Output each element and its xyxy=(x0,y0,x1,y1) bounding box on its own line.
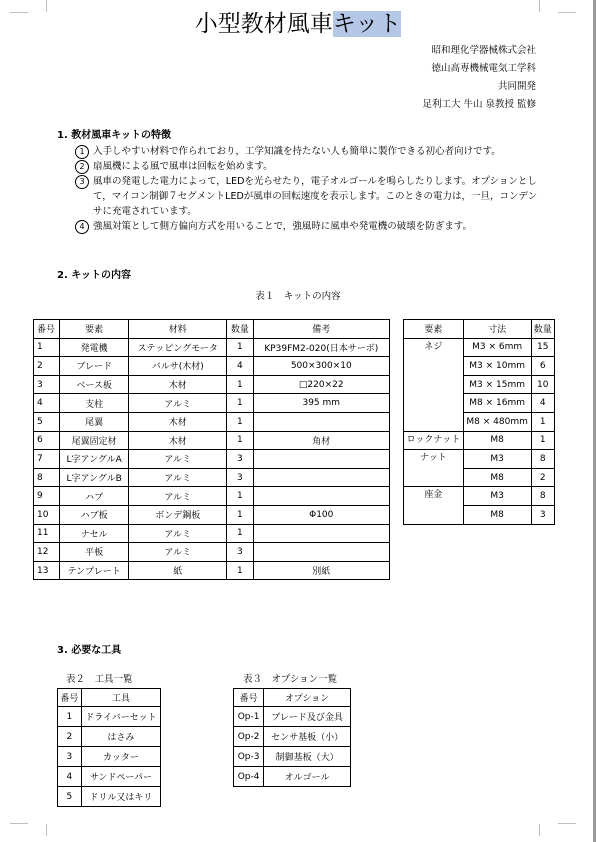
table-cell: Op-3 xyxy=(234,747,264,767)
table-cell: 7 xyxy=(34,450,60,469)
group-name-cell: ナット xyxy=(404,450,464,487)
table-cell: Op-2 xyxy=(234,727,264,747)
table-cell: テンプレート xyxy=(60,561,129,580)
table-cell: 1 xyxy=(227,505,253,524)
table-cell xyxy=(253,412,389,431)
tools-table xyxy=(57,688,161,807)
table-cell xyxy=(253,524,389,543)
size-cell: M8 xyxy=(463,431,531,450)
credit-line: 徳山高専機械電気工学科 xyxy=(431,63,536,74)
quantity-cell: 3 xyxy=(531,505,554,524)
header-cell: 備考 xyxy=(253,320,389,339)
table-row xyxy=(58,747,161,767)
group-name-cell: ネジ xyxy=(404,338,464,431)
table-cell: アルミ xyxy=(129,524,227,543)
title-main: 小型教材風車 xyxy=(194,11,333,37)
table-cell: 1 xyxy=(227,561,253,580)
table-cell: KP39FM2-020(日本サーボ) xyxy=(253,338,389,357)
table-row xyxy=(34,375,390,394)
features-list xyxy=(75,144,545,234)
feature-text: 扇風機による風で風車は回転を始めます。 xyxy=(93,161,273,172)
table-cell: 尾翼固定材 xyxy=(60,431,129,450)
table-cell: ブレード xyxy=(60,357,129,376)
table-row xyxy=(404,431,555,450)
quantity-cell: 10 xyxy=(531,375,554,394)
table-row xyxy=(234,727,351,747)
table-header-row xyxy=(34,320,390,339)
table-cell: ナセル xyxy=(60,524,129,543)
credit-line: 昭和理化学器械株式会社 xyxy=(431,45,536,56)
circled-number: 1 xyxy=(75,145,89,159)
table-cell: 4 xyxy=(227,357,253,376)
table-cell: 3 xyxy=(227,450,253,469)
table-cell: 紙 xyxy=(129,561,227,580)
header-cell: 番号 xyxy=(58,689,82,707)
section-heading-contents: 2. キットの内容 xyxy=(57,270,132,281)
crop-mark-bottom-left-h xyxy=(10,823,28,824)
table-cell: 1 xyxy=(227,412,253,431)
table-cell xyxy=(253,487,389,506)
table-cell: 6 xyxy=(34,431,60,450)
table-header-row xyxy=(404,320,555,339)
header-cell: オプション xyxy=(264,689,351,707)
table-cell xyxy=(253,468,389,487)
hardware-table xyxy=(403,319,555,525)
table-cell: 尾翼 xyxy=(60,412,129,431)
header-cell: 数量 xyxy=(227,320,253,339)
table-cell: 支柱 xyxy=(60,394,129,413)
table-row xyxy=(34,468,390,487)
table-cell: L字アングルB xyxy=(60,468,129,487)
table-row xyxy=(34,412,390,431)
title-highlight[interactable]: キット xyxy=(332,11,402,37)
table-cell: 8 xyxy=(34,468,60,487)
table-cell: 13 xyxy=(34,561,60,580)
page-title[interactable] xyxy=(0,5,596,38)
table-row xyxy=(58,767,161,787)
table-row xyxy=(404,487,555,506)
quantity-cell: 15 xyxy=(531,338,554,357)
table-cell: ドリル又はキリ xyxy=(81,787,160,807)
table-row xyxy=(34,450,390,469)
size-cell: M3 × 6mm xyxy=(463,338,531,357)
table-row xyxy=(34,431,390,450)
table-cell: 11 xyxy=(34,524,60,543)
table-cell: 1 xyxy=(227,338,253,357)
table-cell: 木材 xyxy=(129,431,227,450)
quantity-cell: 4 xyxy=(531,394,554,413)
credit-line: 足利工大 牛山 泉教授 監修 xyxy=(422,99,536,110)
table-cell: ハブ xyxy=(60,487,129,506)
header-cell: 材料 xyxy=(129,320,227,339)
table-row xyxy=(58,707,161,727)
size-cell: M8 xyxy=(463,505,531,524)
table-cell: カッター xyxy=(81,747,160,767)
table2-caption: 表２ 工具一覧 xyxy=(66,674,133,685)
table-cell: 1 xyxy=(58,707,82,727)
credit-line: 共同開発 xyxy=(497,81,536,92)
table-cell: 1 xyxy=(227,524,253,543)
circled-number: 3 xyxy=(75,175,89,189)
table-cell: 木材 xyxy=(129,412,227,431)
table-cell: ブレード及び金具 xyxy=(264,707,351,727)
size-cell: M3 × 10mm xyxy=(463,357,531,376)
table-row xyxy=(34,505,390,524)
table-cell: 2 xyxy=(58,727,82,747)
table-cell: 1 xyxy=(227,487,253,506)
table-cell: □220×22 xyxy=(253,375,389,394)
table-cell: Φ100 xyxy=(253,505,389,524)
header-cell: 数量 xyxy=(531,320,554,339)
table-cell: アルミ xyxy=(129,543,227,562)
quantity-cell: 1 xyxy=(531,412,554,431)
table-cell: 4 xyxy=(58,767,82,787)
table-cell: 3 xyxy=(227,468,253,487)
table-cell: アルミ xyxy=(129,394,227,413)
table-header-row xyxy=(58,689,161,707)
options-table xyxy=(233,688,351,787)
table1-caption: 表１ キットの内容 xyxy=(255,291,341,302)
credits-block xyxy=(422,42,536,114)
table3-caption: 表３ オプション一覧 xyxy=(243,674,338,685)
feature-text: 風車の発電した電力によって，LEDを光らせたり，電子オルゴールを鳴らしたりします。オプションとして，マイコン制御７セグメントLEDが風車の回転速度を表示します。このときの電力は，一旦，コンデンサに充電されています。 xyxy=(93,176,538,217)
circled-number: 2 xyxy=(75,160,89,174)
feature-item xyxy=(75,159,545,174)
size-cell: M3 xyxy=(463,450,531,469)
table-cell: アルミ xyxy=(129,487,227,506)
table-row xyxy=(34,357,390,376)
table-cell: ボンデ鋼板 xyxy=(129,505,227,524)
header-cell: 寸法 xyxy=(463,320,531,339)
table-row xyxy=(404,338,555,357)
header-cell: 番号 xyxy=(234,689,264,707)
table-cell: はさみ xyxy=(81,727,160,747)
group-name-cell: 座金 xyxy=(404,487,464,524)
size-cell: M3 xyxy=(463,487,531,506)
header-cell: 番号 xyxy=(34,320,60,339)
table-cell xyxy=(253,543,389,562)
table-row xyxy=(234,707,351,727)
quantity-cell: 1 xyxy=(531,431,554,450)
table-cell: 10 xyxy=(34,505,60,524)
table-cell: センサ基板（小） xyxy=(264,727,351,747)
table-cell: ステッピングモータ xyxy=(129,338,227,357)
table-header-row xyxy=(234,689,351,707)
table-cell: ドライバーセット xyxy=(81,707,160,727)
table-cell xyxy=(253,450,389,469)
table-cell: 角材 xyxy=(253,431,389,450)
table-cell: 発電機 xyxy=(60,338,129,357)
table-cell: バルサ(木材) xyxy=(129,357,227,376)
table-cell: ハブ板 xyxy=(60,505,129,524)
table-cell: 3 xyxy=(227,543,253,562)
header-cell: 要素 xyxy=(404,320,464,339)
table-cell: 3 xyxy=(58,747,82,767)
quantity-cell: 2 xyxy=(531,468,554,487)
kit-contents-table xyxy=(33,319,390,580)
table-cell: 12 xyxy=(34,543,60,562)
header-cell: 工具 xyxy=(81,689,160,707)
table-row xyxy=(58,727,161,747)
table-cell: 4 xyxy=(34,394,60,413)
table-cell: 制御基板（大） xyxy=(264,747,351,767)
quantity-cell: 8 xyxy=(531,450,554,469)
table-row xyxy=(34,394,390,413)
table-row xyxy=(34,561,390,580)
feature-text: 強風対策として側方偏向方式を用いることで，強風時に風車や発電機の破壊を防ぎます。 xyxy=(93,221,473,232)
table-cell: 1 xyxy=(227,375,253,394)
table-cell: L字アングルA xyxy=(60,450,129,469)
table-cell: 3 xyxy=(34,375,60,394)
section-heading-features: 1. 教材風車キットの特徴 xyxy=(57,130,172,141)
table-cell: 1 xyxy=(227,394,253,413)
table-row xyxy=(404,450,555,469)
size-cell: M8 × 480mm xyxy=(463,412,531,431)
table-cell: サンドペーパー xyxy=(81,767,160,787)
crop-mark-bottom-left xyxy=(28,824,47,836)
table-row xyxy=(34,543,390,562)
table-cell: ベース板 xyxy=(60,375,129,394)
table-row xyxy=(34,487,390,506)
table-cell: 2 xyxy=(34,357,60,376)
table-row xyxy=(34,338,390,357)
table-cell: 1 xyxy=(34,338,60,357)
table-cell: 395 mm xyxy=(253,394,389,413)
table-cell: 9 xyxy=(34,487,60,506)
table-cell: 別紙 xyxy=(253,561,389,580)
feature-item xyxy=(75,174,545,219)
section-heading-tools: 3. 必要な工具 xyxy=(57,645,122,656)
table-cell: Op-1 xyxy=(234,707,264,727)
table-row xyxy=(234,767,351,787)
size-cell: M3 × 15mm xyxy=(463,375,531,394)
feature-item xyxy=(75,144,545,159)
size-cell: M8 xyxy=(463,468,531,487)
table-cell: 平板 xyxy=(60,543,129,562)
feature-item xyxy=(75,219,545,234)
circled-number: 4 xyxy=(75,220,89,234)
table-cell: オルゴール xyxy=(264,767,351,787)
table-cell: 木材 xyxy=(129,375,227,394)
table-cell: 5 xyxy=(34,412,60,431)
header-cell: 要素 xyxy=(60,320,129,339)
table-cell: アルミ xyxy=(129,450,227,469)
quantity-cell: 6 xyxy=(531,357,554,376)
group-name-cell: ロックナット xyxy=(404,431,464,450)
table-row xyxy=(234,747,351,767)
table-cell: Op-4 xyxy=(234,767,264,787)
table-cell: アルミ xyxy=(129,468,227,487)
table-cell: 500×300×10 xyxy=(253,357,389,376)
crop-mark-bottom-right-h xyxy=(558,823,576,824)
table-row xyxy=(34,524,390,543)
table-cell: 1 xyxy=(227,431,253,450)
size-cell: M8 × 16mm xyxy=(463,394,531,413)
table-cell: 5 xyxy=(58,787,82,807)
crop-mark-bottom-right xyxy=(539,824,558,836)
quantity-cell: 8 xyxy=(531,487,554,506)
table-row xyxy=(58,787,161,807)
feature-text: 入手しやすい材料で作られており，工学知識を持たない人も簡単に製作できる初心者向けです。 xyxy=(93,146,501,157)
